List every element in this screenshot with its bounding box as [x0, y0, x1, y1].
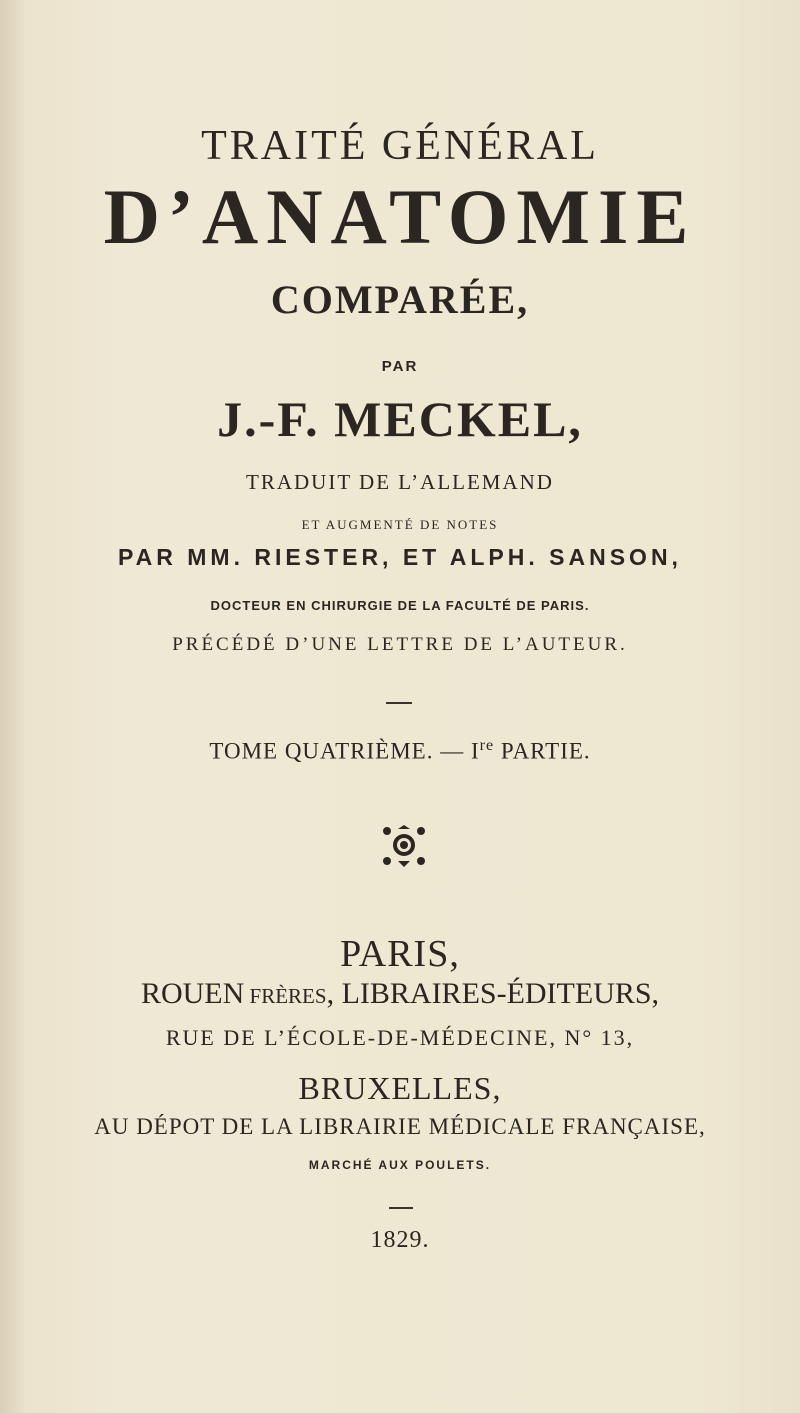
title-line-2: D’ANATOMIE: [103, 173, 697, 260]
market-line: MARCHÉ AUX POULETS.: [308, 1158, 492, 1172]
volume-line: [0, 737, 800, 765]
by-label: PAR: [381, 358, 419, 375]
address-line: [0, 1025, 800, 1051]
printer-device-icon: [381, 825, 427, 867]
doctor-credential: DOCTEUR EN CHIRURGIE DE LA FACULTÉ DE PARIS.: [210, 598, 590, 613]
publisher-line: [0, 977, 800, 1011]
volume-prefix: TOME QUATRIÈME. — I: [209, 738, 480, 764]
divider-rule-2: [389, 1207, 413, 1209]
city-paris: PARIS,: [340, 933, 460, 975]
augmented-notes: ET AUGMENTÉ DE NOTES: [301, 517, 499, 532]
publisher-name: ROUEN: [140, 977, 245, 1010]
address-end: ,: [626, 1025, 635, 1050]
author-name: J.-F. MECKEL,: [217, 391, 583, 447]
address-number: 13: [600, 1025, 627, 1050]
translated-from: TRADUIT DE L’ALLEMAND: [246, 470, 554, 494]
divider-rule: [386, 702, 412, 704]
title-line-3: COMPARÉE,: [270, 277, 530, 322]
title-line-1: TRAITÉ GÉNÉRAL: [201, 123, 599, 169]
preceded-by-letter: PRÉCÉDÉ D’UNE LETTRE DE L’AUTEUR.: [172, 634, 628, 655]
address-main: RUE DE L’ÉCOLE-DE-MÉDECINE, N°: [165, 1025, 601, 1050]
city-bruxelles: BRUXELLES,: [298, 1070, 502, 1106]
publisher-small: FRÈRES: [244, 984, 327, 1008]
publisher-rest: , LIBRAIRES-ÉDITEURS,: [326, 977, 660, 1010]
translators: PAR MM. RIESTER, ET ALPH. SANSON,: [118, 544, 682, 570]
volume-suffix: PARTIE.: [494, 738, 591, 764]
publication-year: 1829.: [370, 1227, 430, 1253]
volume-superscript: re: [479, 737, 495, 754]
depot-line: AU DÉPOT DE LA LIBRAIRIE MÉDICALE FRANÇAISE,: [94, 1114, 706, 1139]
